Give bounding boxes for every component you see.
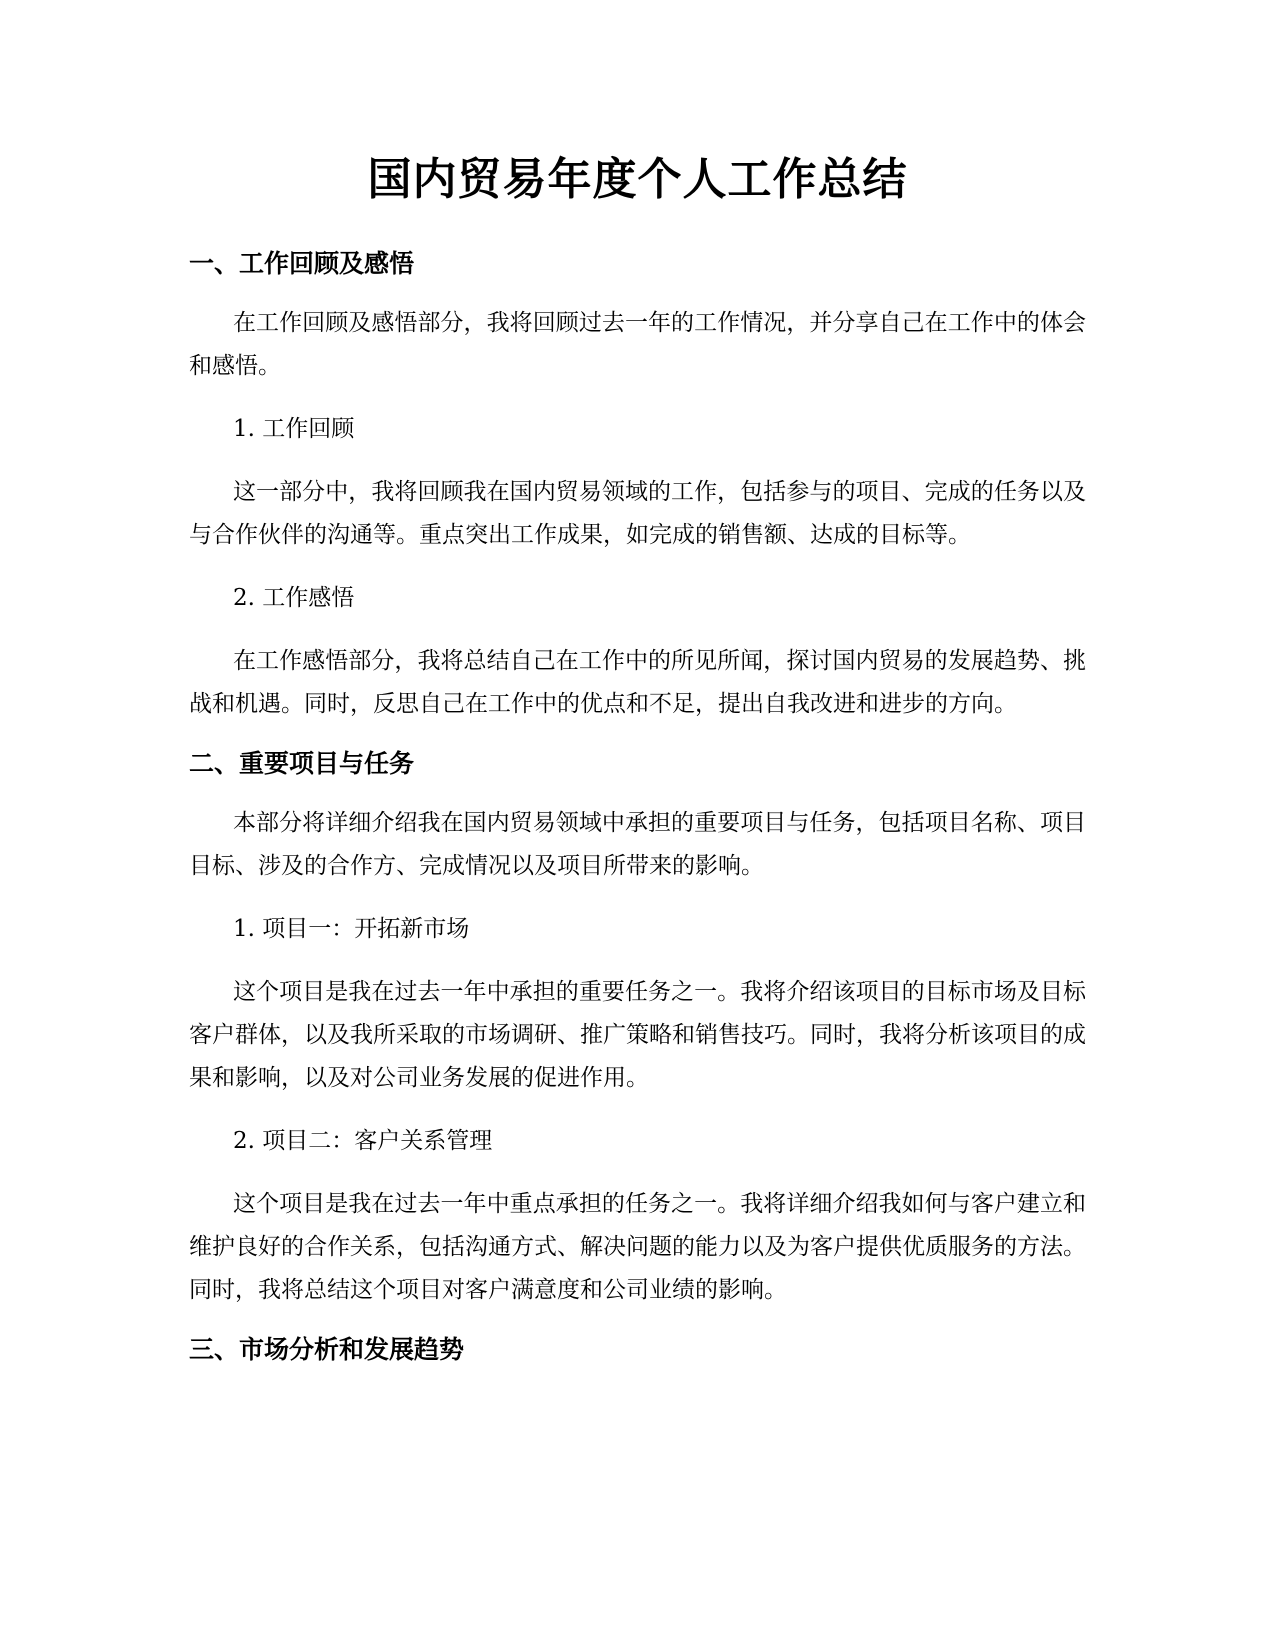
section-intro: 在工作回顾及感悟部分，我将回顾过去一年的工作情况，并分享自己在工作中的体会和感悟。 bbox=[189, 310, 1086, 379]
subsection-label: 2. 项目二：客户关系管理 bbox=[233, 1128, 493, 1154]
subsection-label: 1. 项目一：开拓新市场 bbox=[233, 916, 470, 942]
document-title: 国内贸易年度个人工作总结 bbox=[367, 154, 908, 205]
section-heading: 三、市场分析和发展趋势 bbox=[189, 1335, 465, 1364]
subsection-body: 在工作感悟部分，我将总结自己在工作中的所见所闻，探讨国内贸易的发展趋势、挑战和机遇。同时，反思自己在工作中的优点和不足，提出自我改进和进步的方向。 bbox=[189, 648, 1086, 717]
subsection-label: 2. 工作感悟 bbox=[233, 585, 355, 611]
subsection-body: 这个项目是我在过去一年中承担的重要任务之一。我将介绍该项目的目标市场及目标客户群体，以及我所采取的市场调研、推广策略和销售技巧。同时，我将分析该项目的成果和影响，以及对公司业务发展的促进作用。 bbox=[189, 979, 1086, 1091]
subsection-body: 这个项目是我在过去一年中重点承担的任务之一。我将详细介绍我如何与客户建立和维护良好的合作关系，包括沟通方式、解决问题的能力以及为客户提供优质服务的方法。同时，我将总结这个项目对客户满意度和公司业绩的影响。 bbox=[189, 1191, 1086, 1303]
section-heading: 二、重要项目与任务 bbox=[189, 749, 415, 778]
document-body bbox=[189, 150, 1086, 1388]
subsection-label: 1. 工作回顾 bbox=[233, 416, 355, 442]
section-heading: 一、工作回顾及感悟 bbox=[189, 249, 415, 278]
section-intro: 本部分将详细介绍我在国内贸易领域中承担的重要项目与任务，包括项目名称、项目目标、涉及的合作方、完成情况以及项目所带来的影响。 bbox=[189, 810, 1086, 879]
subsection-body: 这一部分中，我将回顾我在国内贸易领域的工作，包括参与的项目、完成的任务以及与合作伙伴的沟通等。重点突出工作成果，如完成的销售额、达成的目标等。 bbox=[189, 479, 1086, 548]
